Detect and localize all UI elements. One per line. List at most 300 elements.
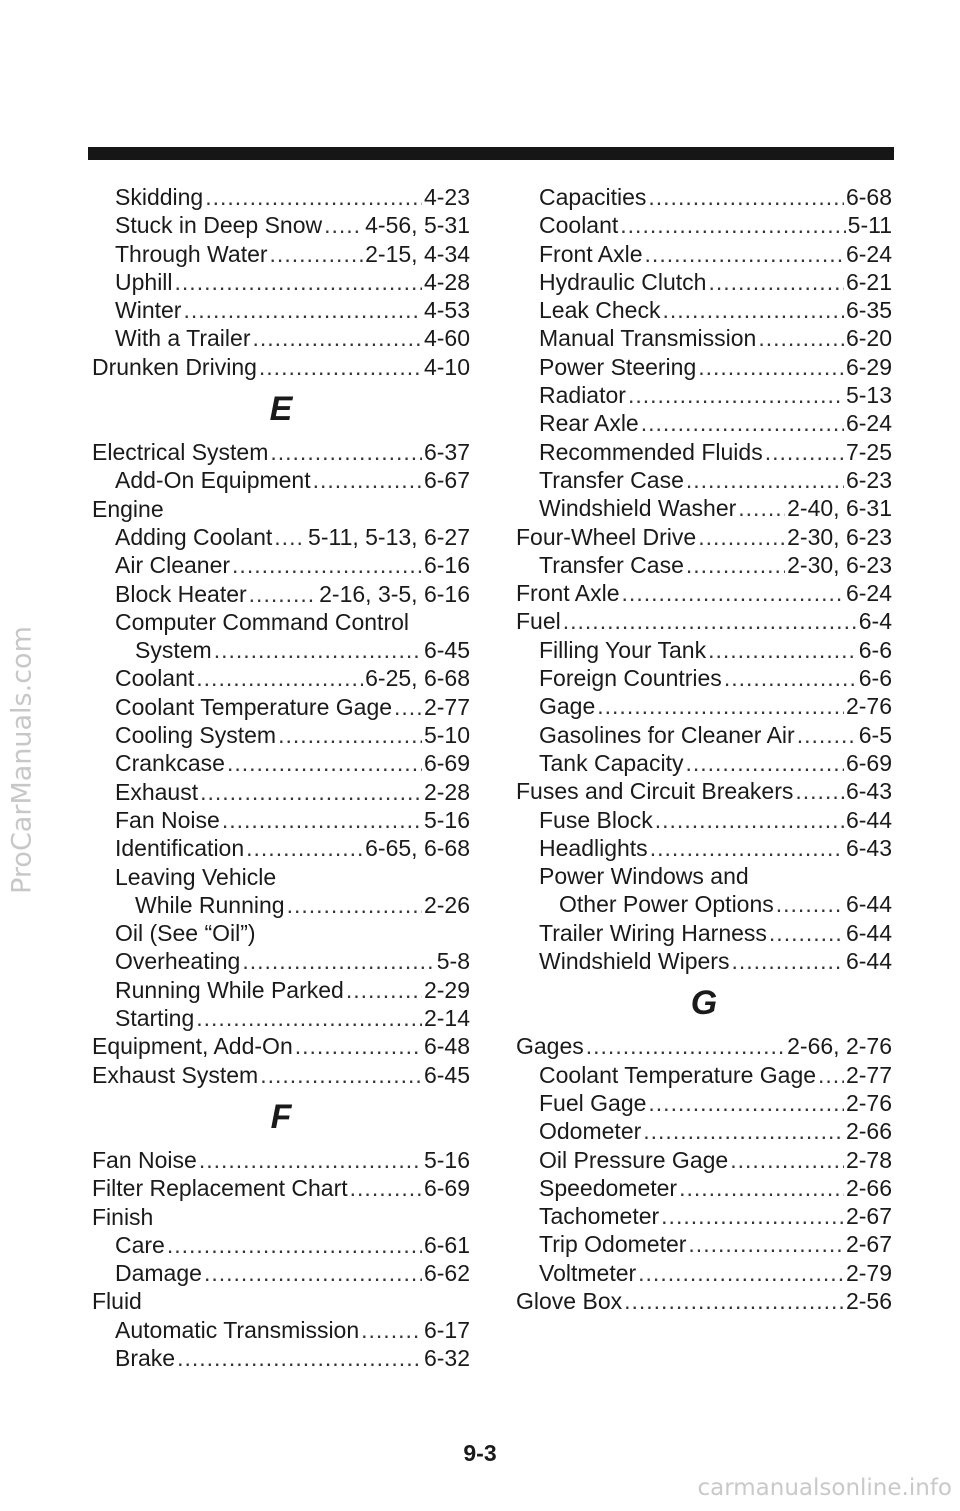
leader-dots (270, 240, 364, 268)
index-entry (516, 607, 892, 635)
index-term: Transfer Case (539, 466, 684, 493)
index-page-ref: 2-76 (845, 1089, 892, 1116)
index-entry (92, 778, 470, 806)
index-page-ref: 2-67 (845, 1231, 892, 1258)
index-term: Coolant Temperature Gage (115, 693, 393, 720)
index-page-ref: 2-29 (423, 976, 470, 1003)
top-rule (88, 147, 894, 160)
index-term: Crankcase (115, 750, 225, 777)
leader-dots (708, 268, 844, 296)
leader-dots (638, 1259, 844, 1287)
index-entry (92, 353, 470, 381)
index-term: Trip Odometer (539, 1231, 687, 1258)
leader-dots (167, 1231, 422, 1259)
index-term: Rear Axle (539, 410, 639, 437)
index-page-ref: 6-5 (858, 721, 892, 748)
index-page-ref: 6-45 (423, 637, 470, 664)
index-entry (516, 1032, 892, 1060)
index-entry (516, 381, 892, 409)
index-term: Oil Pressure Gage (539, 1146, 729, 1173)
leader-dots (730, 1146, 844, 1174)
leader-dots (350, 1174, 422, 1202)
leader-dots (628, 381, 844, 409)
index-entry (92, 1061, 470, 1089)
index-page-ref: 2-15, 4-34 (365, 240, 470, 267)
index-entry (516, 1174, 892, 1202)
index-page-ref: 2-30, 6-23 (787, 551, 892, 578)
leader-dots (597, 692, 844, 720)
index-term: While Running (135, 891, 285, 918)
index-term: Overheating (115, 948, 241, 975)
index-entry (516, 1202, 892, 1230)
leader-dots (738, 494, 785, 522)
index-entry (92, 466, 470, 494)
index-page-ref: 6-16 (423, 552, 470, 579)
index-term: Air Cleaner (115, 552, 231, 579)
index-page-ref: 2-28 (423, 778, 470, 805)
leader-dots (662, 296, 843, 324)
leader-dots (242, 947, 434, 975)
index-page-ref: 2-78 (845, 1146, 892, 1173)
index-entry (92, 664, 470, 692)
index-term: Finish (92, 1203, 154, 1230)
index-page-ref: 6-17 (423, 1316, 470, 1343)
index-term: Foreign Countries (539, 665, 722, 692)
index-page-ref: 6-29 (845, 353, 892, 380)
leader-dots (232, 551, 422, 579)
index-term: Fuses and Circuit Breakers (516, 778, 794, 805)
side-watermark-text: ProCarManuals.com (6, 626, 38, 894)
index-term: Voltmeter (539, 1259, 637, 1286)
index-page-ref: 5-10 (423, 722, 470, 749)
leader-dots (246, 834, 363, 862)
index-entry (516, 947, 892, 975)
index-page-ref: 6-6 (858, 636, 892, 663)
index-entry (92, 1004, 470, 1032)
index-entry (516, 862, 892, 890)
index-term: System (135, 637, 212, 664)
page-number: 9-3 (463, 1440, 497, 1466)
index-entry (516, 494, 892, 522)
index-page-ref: 4-23 (423, 184, 470, 210)
index-page-ref: 6-69 (845, 749, 892, 776)
leader-dots (204, 1259, 422, 1287)
leader-dots (274, 523, 306, 551)
index-page-ref: 5-11 (847, 212, 892, 239)
index-term: Exhaust (115, 778, 199, 805)
index-entry (92, 976, 470, 1004)
index-entry (92, 1259, 470, 1287)
index-entry (92, 1344, 470, 1372)
index-entry (516, 1061, 892, 1089)
index-entry (92, 863, 470, 891)
index-entry (516, 324, 892, 352)
index-term: Filling Your Tank (539, 636, 707, 663)
leader-dots (648, 183, 844, 211)
index-entry (516, 438, 892, 466)
leader-dots (795, 777, 844, 805)
index-entry (516, 240, 892, 268)
index-page-ref: 4-28 (423, 268, 470, 295)
index-page-ref: 2-30, 6-23 (787, 523, 892, 550)
index-entry (516, 183, 892, 211)
leader-dots (797, 721, 857, 749)
leader-dots (394, 693, 422, 721)
leader-dots (698, 523, 785, 551)
index-page-ref: 6-44 (845, 806, 892, 833)
leader-dots (643, 1117, 844, 1145)
index-page-ref: 2-66 (845, 1174, 892, 1201)
index-page-ref: 2-77 (845, 1061, 892, 1088)
index-entry (516, 806, 892, 834)
leader-dots (249, 580, 317, 608)
index-term: Leak Check (539, 297, 661, 324)
index-entry (92, 1174, 470, 1202)
index-page-ref: 6-44 (845, 891, 892, 918)
index-term: Add-On Equipment (115, 467, 311, 494)
leader-dots (177, 1344, 422, 1372)
leader-dots (765, 438, 844, 466)
index-page-ref: 6-24 (845, 240, 892, 267)
leader-dots (769, 919, 844, 947)
leader-dots (731, 947, 844, 975)
leader-dots (645, 240, 844, 268)
index-page-ref: 6-69 (423, 750, 470, 777)
leader-dots (650, 834, 844, 862)
leader-dots (227, 749, 422, 777)
index-entry (92, 608, 470, 636)
index-term: Engine (92, 495, 164, 522)
index-term: Fan Noise (92, 1146, 197, 1173)
index-column-left (92, 183, 470, 1372)
index-page-ref: 2-67 (845, 1203, 892, 1230)
leader-dots (200, 778, 422, 806)
index-term: Gage (539, 693, 596, 720)
index-page-ref: 6-45 (423, 1061, 470, 1088)
index-term: Running While Parked (115, 976, 344, 1003)
index-term: Coolant Temperature Gage (539, 1061, 817, 1088)
index-page-ref: 6-62 (423, 1260, 470, 1287)
index-page-ref: 2-26 (423, 891, 470, 918)
index-term: Trailer Wiring Harness (539, 919, 767, 946)
index-page-ref: 2-79 (845, 1259, 892, 1286)
leader-dots (361, 1316, 422, 1344)
leader-dots (199, 1146, 422, 1174)
index-page-ref: 6-25, 6-68 (365, 665, 470, 692)
index-term: Fuse Block (539, 806, 653, 833)
index-term: Glove Box (516, 1287, 623, 1314)
index-term: Winter (115, 297, 182, 324)
index-entry (92, 268, 470, 296)
index-page-ref: 6-23 (845, 466, 892, 493)
index-entry (516, 1089, 892, 1117)
index-entry (92, 240, 470, 268)
index-term: Electrical System (92, 439, 269, 466)
index-entry (516, 664, 892, 692)
leader-dots (183, 296, 422, 324)
index-page-ref: 6-69 (423, 1175, 470, 1202)
index-entry (516, 211, 892, 239)
index-term: Coolant (539, 212, 619, 239)
index-term: Gasolines for Cleaner Air (539, 721, 795, 748)
index-page-ref: 4-53 (423, 297, 470, 324)
index-entry (92, 495, 470, 523)
index-page-ref: 6-24 (845, 580, 892, 607)
index-entry (92, 1146, 470, 1174)
index-page-ref: 6-37 (423, 439, 470, 466)
index-entry (92, 834, 470, 862)
index-term: Front Axle (539, 240, 643, 267)
index-page-ref: 4-60 (423, 325, 470, 352)
index-term: Capacities (539, 184, 647, 210)
index-page-ref: 6-65, 6-68 (365, 835, 470, 862)
index-page-ref: 2-66, 2-76 (787, 1033, 892, 1060)
index-term: Drunken Driving (92, 353, 257, 380)
index-entry (92, 438, 470, 466)
index-term: Fuel (516, 608, 561, 635)
leader-dots (624, 1287, 844, 1315)
index-term: Hydraulic Clutch (539, 268, 707, 295)
index-term: Equipment, Add-On (92, 1033, 293, 1060)
index-term: Power Steering (539, 353, 697, 380)
index-entry (516, 890, 892, 918)
index-term: Other Power Options (559, 891, 774, 918)
index-entry (516, 692, 892, 720)
leader-dots (287, 891, 422, 919)
section-letter-heading: E (269, 390, 293, 429)
leader-dots (679, 1174, 844, 1202)
index-page-ref: 6-24 (845, 410, 892, 437)
index-page-ref: 2-77 (423, 693, 470, 720)
index-entry (92, 296, 470, 324)
index-term: Odometer (539, 1118, 642, 1145)
index-entry (516, 1117, 892, 1145)
index-entry (92, 551, 470, 579)
index-entry (92, 891, 470, 919)
index-entry (92, 1203, 470, 1231)
index-term: Tank Capacity (539, 749, 684, 776)
index-term: Recommended Fluids (539, 438, 763, 465)
index-term: Filter Replacement Chart (92, 1175, 348, 1202)
index-page-ref: 2-56 (845, 1287, 892, 1314)
index-term: Windshield Washer (539, 495, 737, 522)
index-entry (516, 353, 892, 381)
leader-dots (278, 721, 422, 749)
index-page-ref: 2-14 (423, 1005, 470, 1032)
leader-dots (214, 636, 422, 664)
index-term: Transfer Case (539, 551, 684, 578)
index-entry (92, 1032, 470, 1060)
index-term: Gages (516, 1033, 584, 1060)
leader-dots (655, 806, 844, 834)
leader-dots (686, 551, 785, 579)
index-entry (516, 721, 892, 749)
leader-dots (698, 353, 844, 381)
index-page-ref: 6-4 (858, 608, 892, 635)
index-page-ref: 2-66 (845, 1118, 892, 1145)
index-term: Skidding (115, 184, 204, 210)
index-term: Tachometer (539, 1203, 660, 1230)
index-entry (516, 1259, 892, 1287)
index-term: Cooling System (115, 722, 277, 749)
index-page-ref: 5-8 (436, 948, 470, 975)
index-term: Starting (115, 1005, 195, 1032)
index-term: Coolant (115, 665, 195, 692)
index-term: Adding Coolant (115, 523, 273, 550)
index-page-ref: 6-43 (845, 778, 892, 805)
index-term: Damage (115, 1260, 202, 1287)
leader-dots (196, 664, 363, 692)
leader-dots (686, 466, 844, 494)
index-page-ref: 2-76 (845, 693, 892, 720)
index-entry (516, 749, 892, 777)
index-term: Through Water (115, 240, 268, 267)
index-entry (92, 919, 470, 947)
index-page-ref: 6-61 (423, 1231, 470, 1258)
leader-dots (313, 466, 422, 494)
index-page-ref: 5-13 (845, 382, 892, 409)
index-entry (92, 1287, 470, 1315)
index-column-right (516, 183, 892, 1315)
index-entry (92, 721, 470, 749)
leader-dots (758, 324, 844, 352)
leader-dots (270, 438, 422, 466)
index-entry (516, 523, 892, 551)
index-entry (516, 551, 892, 579)
index-page-ref: 6-35 (845, 297, 892, 324)
leader-dots (295, 1032, 422, 1060)
index-entry (516, 296, 892, 324)
index-entry (92, 806, 470, 834)
index-page-ref: 6-44 (845, 919, 892, 946)
leader-dots (688, 1230, 844, 1258)
index-page-ref: 6-21 (845, 268, 892, 295)
index-entry (516, 466, 892, 494)
leader-dots (205, 183, 422, 211)
index-entry (516, 1146, 892, 1174)
index-entry (92, 324, 470, 352)
index-page-ref: 6-32 (423, 1344, 470, 1371)
leader-dots (622, 579, 844, 607)
index-term: Leaving Vehicle (115, 863, 277, 890)
leader-dots (586, 1032, 785, 1060)
index-entry (516, 1230, 892, 1258)
index-entry (516, 834, 892, 862)
leader-dots (648, 1089, 844, 1117)
leader-dots (818, 1061, 844, 1089)
index-term: Front Axle (516, 580, 620, 607)
index-term: Manual Transmission (539, 325, 757, 352)
index-term: Power Windows and (539, 863, 749, 890)
index-entry (516, 1287, 892, 1315)
index-entry (92, 211, 470, 239)
leader-dots (260, 1061, 422, 1089)
leader-dots (661, 1202, 844, 1230)
index-entry (92, 947, 470, 975)
index-term: Care (115, 1231, 165, 1258)
index-entry (92, 636, 470, 664)
index-entry (92, 183, 470, 211)
index-page-ref: 4-10 (423, 353, 470, 380)
section-letter-heading: F (270, 1097, 292, 1136)
index-page-ref: 6-44 (845, 948, 892, 975)
leader-dots (222, 806, 422, 834)
leader-dots (324, 211, 363, 239)
index-page-ref: 6-68 (845, 184, 892, 210)
index-entry (92, 523, 470, 551)
index-term: Headlights (539, 834, 648, 861)
leader-dots (685, 749, 843, 777)
index-entry (92, 1231, 470, 1259)
index-page-ref: 4-56, 5-31 (365, 212, 470, 239)
index-term: With a Trailer (115, 325, 251, 352)
index-term: Fuel Gage (539, 1089, 647, 1116)
index-term: Computer Command Control (115, 608, 410, 635)
leader-dots (563, 607, 857, 635)
section-letter-heading: G (690, 984, 718, 1023)
index-term: Four-Wheel Drive (516, 523, 697, 550)
index-term: Fluid (92, 1288, 142, 1315)
index-entry (92, 693, 470, 721)
index-entry (92, 1316, 470, 1344)
index-entry (92, 749, 470, 777)
index-term: Automatic Transmission (115, 1316, 360, 1343)
leader-dots (252, 324, 421, 352)
index-page-ref: 5-16 (423, 806, 470, 833)
leader-dots (724, 664, 857, 692)
index-term: Identification (115, 835, 245, 862)
leader-dots (175, 268, 422, 296)
index-term: Oil (See “Oil”) (115, 920, 256, 947)
bottom-watermark: carmanualsonline.info (697, 1475, 952, 1501)
side-watermark (4, 480, 40, 1040)
leader-dots (346, 976, 422, 1004)
index-term: Windshield Wipers (539, 948, 730, 975)
leader-dots (259, 353, 422, 381)
index-page-ref: 6-43 (845, 834, 892, 861)
index-term: Exhaust System (92, 1061, 259, 1088)
index-page-ref: 5-11, 5-13, 6-27 (308, 523, 470, 550)
index-entry (516, 409, 892, 437)
index-entry (516, 636, 892, 664)
index-entry (516, 579, 892, 607)
index-page-ref: 7-25 (845, 438, 892, 465)
leader-dots (708, 636, 857, 664)
index-entry (516, 777, 892, 805)
index-entry (92, 580, 470, 608)
leader-dots (641, 409, 844, 437)
index-term: Block Heater (115, 580, 247, 607)
index-page-ref: 2-40, 6-31 (787, 495, 892, 522)
index-page-ref: 6-48 (423, 1033, 470, 1060)
index-page-ref: 6-20 (845, 325, 892, 352)
index-page-ref: 6-6 (858, 665, 892, 692)
index-term: Radiator (539, 382, 626, 409)
index-term: Brake (115, 1344, 176, 1371)
index-term: Fan Noise (115, 806, 220, 833)
index-entry (516, 919, 892, 947)
leader-dots (196, 1004, 422, 1032)
index-page-ref: 2-16, 3-5, 6-16 (319, 580, 470, 607)
leader-dots (620, 211, 845, 239)
index-term: Stuck in Deep Snow (115, 212, 323, 239)
index-term: Speedometer (539, 1174, 678, 1201)
index-entry (516, 268, 892, 296)
index-page-ref: 5-16 (423, 1146, 470, 1173)
leader-dots (776, 890, 844, 918)
index-page-ref: 6-67 (423, 467, 470, 494)
index-term: Uphill (115, 268, 173, 295)
